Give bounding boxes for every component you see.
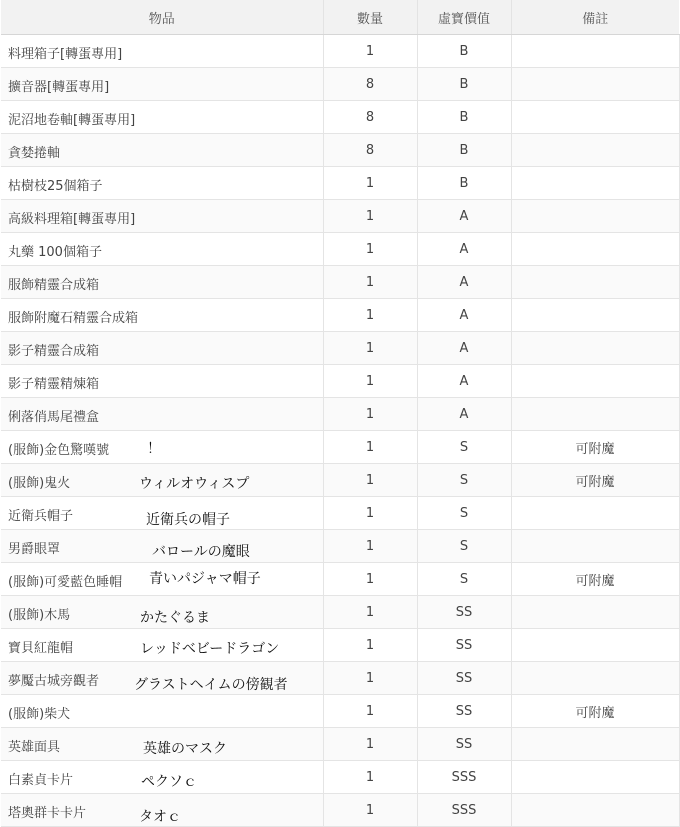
note-cell [511, 266, 679, 299]
item-cell [1, 200, 323, 233]
item-cell [1, 431, 323, 464]
quantity-cell: 1 [323, 563, 417, 596]
note-cell [511, 101, 679, 134]
item-name: 俐落俏馬尾禮盒 [8, 410, 100, 425]
item-name: 夢魘古城旁觀者 [8, 674, 100, 689]
item-name: (服飾)金色驚嘆號 [8, 443, 110, 458]
item-name: 丸藥 100個箱子 [8, 245, 102, 260]
value-grade-cell: SS [417, 662, 511, 695]
note-cell [511, 299, 679, 332]
table-row [1, 662, 679, 695]
quantity-cell: 1 [323, 728, 417, 761]
item-name: (服飾)可愛藍色睡帽 [8, 575, 123, 590]
note-cell [511, 530, 679, 563]
quantity-cell: 1 [323, 398, 417, 431]
value-grade-cell: S [417, 464, 511, 497]
table-row [1, 35, 679, 68]
quantity-cell: 8 [323, 101, 417, 134]
item-cell [1, 233, 323, 266]
table-row [1, 167, 679, 200]
table-row [1, 431, 679, 464]
quantity-cell: 1 [323, 266, 417, 299]
table-row [1, 794, 679, 827]
item-annotation: バロールの魔眼 [152, 544, 250, 560]
table-row [1, 266, 679, 299]
value-grade-cell: SSS [417, 761, 511, 794]
value-grade-cell: A [417, 398, 511, 431]
quantity-cell: 1 [323, 365, 417, 398]
item-name: (服飾)木馬 [8, 608, 71, 623]
note-cell: 可附魔 [511, 431, 679, 464]
item-cell [1, 563, 323, 596]
item-name: 男爵眼罩 [8, 542, 61, 557]
item-annotation: レッドベビードラゴン [140, 641, 280, 657]
item-name: 料理箱子[轉蛋專用] [8, 47, 123, 62]
item-cell [1, 266, 323, 299]
header-row [1, 0, 679, 35]
note-cell [511, 332, 679, 365]
item-cell [1, 530, 323, 563]
table-row [1, 101, 679, 134]
value-grade-cell: SS [417, 695, 511, 728]
item-name: 影子精靈合成箱 [8, 344, 100, 359]
value-grade-cell: SS [417, 629, 511, 662]
table-row [1, 233, 679, 266]
value-grade-cell: A [417, 365, 511, 398]
note-cell [511, 134, 679, 167]
quantity-cell: 1 [323, 794, 417, 827]
item-cell [1, 794, 323, 827]
value-grade-cell: B [417, 134, 511, 167]
note-cell [511, 35, 679, 68]
value-grade-cell: S [417, 431, 511, 464]
note-cell: 可附魔 [511, 563, 679, 596]
table-row [1, 68, 679, 101]
item-name: 近衛兵帽子 [8, 509, 74, 524]
item-name: 寶貝紅龍帽 [8, 641, 74, 656]
item-cell [1, 101, 323, 134]
table-row [1, 200, 679, 233]
item-annotation: グラストヘイムの傍観者 [134, 677, 288, 693]
item-annotation: 英雄のマスク [143, 741, 227, 757]
table-row [1, 530, 679, 563]
table-row [1, 497, 679, 530]
value-grade-cell: B [417, 101, 511, 134]
value-grade-cell: SS [417, 596, 511, 629]
table-row [1, 134, 679, 167]
table-body [1, 35, 679, 827]
table-row [1, 332, 679, 365]
item-name: 貪婪捲軸 [8, 146, 61, 161]
item-annotation: 青いパジャマ帽子 [149, 571, 261, 587]
quantity-cell: 1 [323, 200, 417, 233]
value-grade-cell: A [417, 266, 511, 299]
item-cell [1, 332, 323, 365]
table-row [1, 728, 679, 761]
item-cell [1, 629, 323, 662]
table-row [1, 629, 679, 662]
header-note[interactable]: 備註 [511, 0, 679, 35]
value-grade-cell: A [417, 332, 511, 365]
items-table [1, 0, 680, 827]
note-cell [511, 233, 679, 266]
value-grade-cell: SS [417, 728, 511, 761]
quantity-cell: 1 [323, 695, 417, 728]
item-cell [1, 596, 323, 629]
table-row [1, 398, 679, 431]
item-cell [1, 761, 323, 794]
item-annotation: 近衛兵の帽子 [146, 512, 230, 528]
item-annotation: タオｃ [139, 809, 181, 825]
note-cell: 可附魔 [511, 695, 679, 728]
note-cell [511, 728, 679, 761]
note-cell [511, 794, 679, 827]
quantity-cell: 1 [323, 167, 417, 200]
table-header [1, 0, 679, 35]
item-name: 服飾附魔石精靈合成箱 [8, 311, 139, 326]
item-name: (服飾)鬼火 [8, 476, 71, 491]
item-annotation: ！ [147, 441, 161, 457]
note-cell [511, 596, 679, 629]
table-row [1, 464, 679, 497]
quantity-cell: 1 [323, 497, 417, 530]
item-cell [1, 35, 323, 68]
quantity-cell: 1 [323, 761, 417, 794]
item-annotation: かたぐるま [140, 610, 210, 626]
header-quantity[interactable]: 數量 [323, 0, 417, 35]
quantity-cell: 1 [323, 431, 417, 464]
note-cell: 可附魔 [511, 464, 679, 497]
table-row [1, 365, 679, 398]
item-name: 泥沼地卷軸[轉蛋專用] [8, 113, 136, 128]
value-grade-cell: A [417, 200, 511, 233]
quantity-cell: 8 [323, 134, 417, 167]
item-name: 高級料理箱[轉蛋專用] [8, 212, 136, 227]
note-cell [511, 167, 679, 200]
value-grade-cell: B [417, 35, 511, 68]
table-row [1, 563, 679, 596]
note-cell [511, 398, 679, 431]
table-row [1, 596, 679, 629]
table-row [1, 761, 679, 794]
item-name: 白素貞卡片 [8, 773, 74, 788]
quantity-cell: 1 [323, 596, 417, 629]
quantity-cell: 1 [323, 35, 417, 68]
header-item[interactable]: 物品 [1, 0, 323, 35]
item-cell [1, 398, 323, 431]
quantity-cell: 1 [323, 629, 417, 662]
item-cell [1, 299, 323, 332]
item-cell [1, 365, 323, 398]
item-name: 服飾精靈合成箱 [8, 278, 100, 293]
value-grade-cell: B [417, 68, 511, 101]
item-name: 英雄面具 [8, 740, 61, 755]
item-annotation: ウィルオウィスプ [139, 476, 250, 492]
quantity-cell: 1 [323, 332, 417, 365]
note-cell [511, 497, 679, 530]
value-grade-cell: A [417, 233, 511, 266]
quantity-cell: 1 [323, 464, 417, 497]
table-row [1, 299, 679, 332]
quantity-cell: 1 [323, 530, 417, 563]
item-cell [1, 134, 323, 167]
item-name: 擴音器[轉蛋專用] [8, 80, 110, 95]
item-name: 塔奧群卡卡片 [8, 806, 87, 821]
item-cell [1, 497, 323, 530]
quantity-cell: 1 [323, 299, 417, 332]
item-cell [1, 464, 323, 497]
item-cell [1, 695, 323, 728]
item-cell [1, 728, 323, 761]
table-row [1, 695, 679, 728]
value-grade-cell: S [417, 563, 511, 596]
value-grade-cell: A [417, 299, 511, 332]
value-grade-cell: S [417, 497, 511, 530]
item-name: (服飾)柴犬 [8, 707, 71, 722]
item-cell [1, 167, 323, 200]
note-cell [511, 761, 679, 794]
note-cell [511, 200, 679, 233]
quantity-cell: 1 [323, 662, 417, 695]
value-grade-cell: S [417, 530, 511, 563]
item-cell [1, 662, 323, 695]
note-cell [511, 365, 679, 398]
item-name: 枯樹枝25個箱子 [8, 179, 103, 194]
item-annotation: ペクソｃ [141, 774, 197, 790]
item-cell [1, 68, 323, 101]
item-name: 影子精靈精煉箱 [8, 377, 100, 392]
note-cell [511, 68, 679, 101]
note-cell [511, 629, 679, 662]
header-value[interactable]: 虛寶價值 [417, 0, 511, 35]
value-grade-cell: B [417, 167, 511, 200]
quantity-cell: 8 [323, 68, 417, 101]
note-cell [511, 662, 679, 695]
quantity-cell: 1 [323, 233, 417, 266]
value-grade-cell: SSS [417, 794, 511, 827]
